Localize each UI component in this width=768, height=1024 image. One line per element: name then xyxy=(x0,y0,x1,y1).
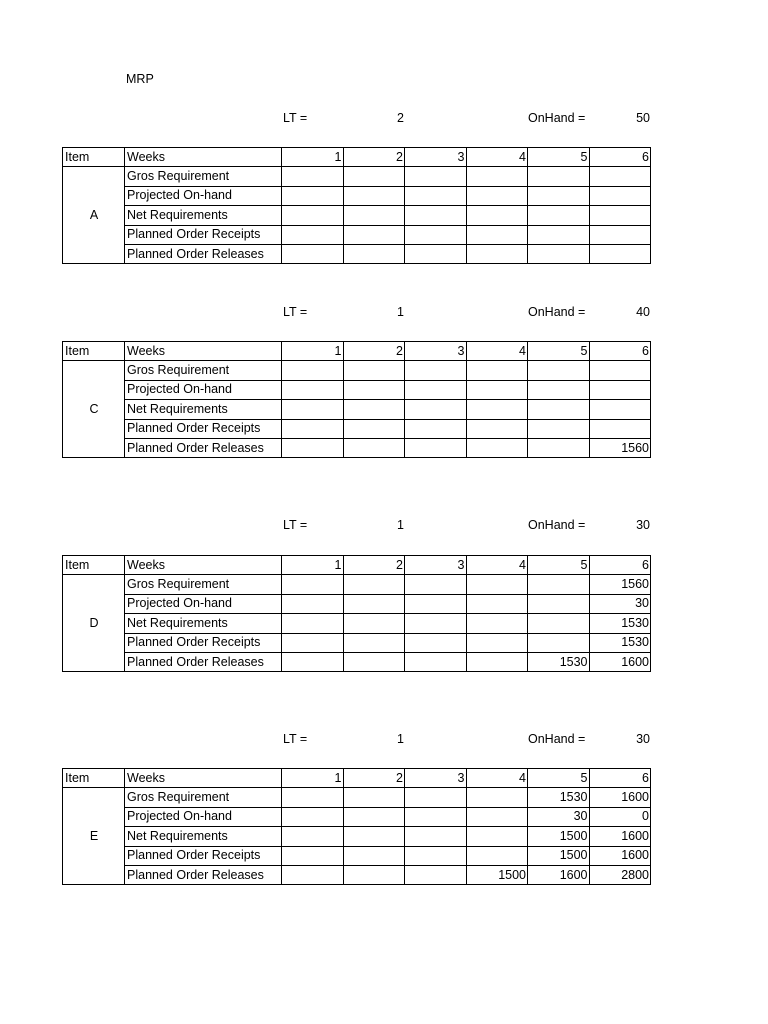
onhand-label: OnHand = xyxy=(528,111,586,125)
row-label-cell[interactable]: Net Requirements xyxy=(125,400,282,419)
weeks-header: Weeks xyxy=(125,342,282,361)
value-cell[interactable] xyxy=(282,614,344,633)
value-cell[interactable] xyxy=(405,419,467,438)
table-row xyxy=(63,167,651,186)
value-cell[interactable] xyxy=(466,594,528,613)
value-cell[interactable] xyxy=(282,807,344,826)
value-cell[interactable] xyxy=(282,788,344,807)
value-cell[interactable] xyxy=(589,419,651,438)
value-cell[interactable] xyxy=(528,225,590,244)
week-number-cell[interactable]: 4 xyxy=(466,556,528,575)
value-cell[interactable]: 0 xyxy=(589,807,651,826)
value-cell[interactable] xyxy=(282,380,344,399)
value-cell[interactable] xyxy=(589,225,651,244)
table-row xyxy=(63,846,651,865)
onhand-label: OnHand = xyxy=(528,732,586,746)
onhand-label: OnHand = xyxy=(528,305,586,319)
value-cell[interactable] xyxy=(528,244,590,263)
value-cell[interactable] xyxy=(405,206,467,225)
value-cell[interactable] xyxy=(466,575,528,594)
item-name-cell[interactable]: D xyxy=(63,575,125,672)
table-row xyxy=(63,400,651,419)
value-cell[interactable] xyxy=(405,594,467,613)
value-cell[interactable] xyxy=(282,827,344,846)
item-header: Item xyxy=(63,769,125,788)
value-cell[interactable] xyxy=(343,419,405,438)
value-cell[interactable] xyxy=(343,846,405,865)
table-row xyxy=(63,788,651,807)
week-number-cell[interactable]: 1 xyxy=(282,556,344,575)
lead-time-value: 1 xyxy=(397,305,404,319)
value-cell[interactable] xyxy=(589,167,651,186)
value-cell[interactable] xyxy=(466,614,528,633)
table-row xyxy=(63,614,651,633)
table-row xyxy=(63,807,651,826)
value-cell[interactable]: 30 xyxy=(589,594,651,613)
value-cell[interactable] xyxy=(405,652,467,671)
value-cell[interactable] xyxy=(405,827,467,846)
value-cell[interactable]: 1600 xyxy=(589,827,651,846)
value-cell[interactable] xyxy=(282,186,344,205)
week-number-cell[interactable]: 3 xyxy=(405,342,467,361)
value-cell[interactable]: 2800 xyxy=(589,865,651,884)
row-label-cell[interactable]: Gros Requirement xyxy=(125,167,282,186)
table-row xyxy=(63,865,651,884)
lead-time-value: 1 xyxy=(397,518,404,532)
value-cell[interactable] xyxy=(589,186,651,205)
value-cell[interactable] xyxy=(528,594,590,613)
value-cell[interactable] xyxy=(405,186,467,205)
value-cell[interactable] xyxy=(343,400,405,419)
value-cell[interactable]: 1530 xyxy=(528,652,590,671)
value-cell[interactable] xyxy=(343,633,405,652)
row-label-cell[interactable]: Planned Order Releases xyxy=(125,652,282,671)
onhand-value: 30 xyxy=(636,518,650,532)
week-number-cell[interactable]: 3 xyxy=(405,148,467,167)
value-cell[interactable] xyxy=(405,633,467,652)
value-cell[interactable] xyxy=(528,575,590,594)
week-number-cell[interactable]: 1 xyxy=(282,342,344,361)
table-row xyxy=(63,633,651,652)
table-header-row xyxy=(63,556,651,575)
value-cell[interactable] xyxy=(466,380,528,399)
week-number-cell[interactable]: 4 xyxy=(466,769,528,788)
value-cell[interactable] xyxy=(466,827,528,846)
value-cell[interactable] xyxy=(405,380,467,399)
value-cell[interactable] xyxy=(343,594,405,613)
lead-time-label: LT = xyxy=(283,305,308,319)
item-name-cell[interactable]: E xyxy=(63,788,125,885)
lead-time-value: 1 xyxy=(397,732,404,746)
table-row xyxy=(63,575,651,594)
value-cell[interactable] xyxy=(589,380,651,399)
table-header-row xyxy=(63,769,651,788)
row-label-cell[interactable]: Planned Order Releases xyxy=(125,244,282,263)
row-label-cell[interactable]: Planned Order Receipts xyxy=(125,225,282,244)
table-row xyxy=(63,419,651,438)
value-cell[interactable]: 1500 xyxy=(528,846,590,865)
value-cell[interactable] xyxy=(282,594,344,613)
week-number-cell[interactable]: 4 xyxy=(466,342,528,361)
mrp-table-c xyxy=(62,341,651,458)
value-cell[interactable] xyxy=(405,614,467,633)
value-cell[interactable] xyxy=(528,633,590,652)
value-cell[interactable] xyxy=(466,244,528,263)
value-cell[interactable] xyxy=(466,400,528,419)
value-cell[interactable] xyxy=(343,361,405,380)
value-cell[interactable] xyxy=(282,633,344,652)
row-label-cell[interactable]: Gros Requirement xyxy=(125,788,282,807)
week-number-cell[interactable]: 2 xyxy=(343,342,405,361)
table-row xyxy=(63,186,651,205)
value-cell[interactable]: 1560 xyxy=(589,438,651,457)
onhand-label: OnHand = xyxy=(528,518,586,532)
value-cell[interactable] xyxy=(343,614,405,633)
value-cell[interactable] xyxy=(282,400,344,419)
weeks-header: Weeks xyxy=(125,769,282,788)
week-number-cell[interactable]: 1 xyxy=(282,769,344,788)
value-cell[interactable] xyxy=(282,419,344,438)
value-cell[interactable] xyxy=(466,225,528,244)
row-label-cell[interactable]: Planned Order Receipts xyxy=(125,633,282,652)
table-row xyxy=(63,244,651,263)
table-row xyxy=(63,827,651,846)
row-label-cell[interactable]: Projected On-hand xyxy=(125,807,282,826)
value-cell[interactable] xyxy=(405,400,467,419)
table-row xyxy=(63,594,651,613)
week-number-cell[interactable]: 5 xyxy=(528,148,590,167)
value-cell[interactable] xyxy=(343,206,405,225)
onhand-value: 40 xyxy=(636,305,650,319)
value-cell[interactable] xyxy=(528,361,590,380)
table-row xyxy=(63,652,651,671)
value-cell[interactable]: 1600 xyxy=(589,652,651,671)
week-number-cell[interactable]: 4 xyxy=(466,148,528,167)
row-label-cell[interactable]: Planned Order Releases xyxy=(125,865,282,884)
value-cell[interactable] xyxy=(466,167,528,186)
value-cell[interactable] xyxy=(343,186,405,205)
value-cell[interactable] xyxy=(466,361,528,380)
row-label-cell[interactable]: Net Requirements xyxy=(125,827,282,846)
value-cell[interactable] xyxy=(405,244,467,263)
value-cell[interactable] xyxy=(405,575,467,594)
value-cell[interactable] xyxy=(466,206,528,225)
item-header: Item xyxy=(63,556,125,575)
value-cell[interactable] xyxy=(466,652,528,671)
value-cell[interactable] xyxy=(282,225,344,244)
mrp-table-d xyxy=(62,555,651,672)
value-cell[interactable] xyxy=(528,400,590,419)
week-number-cell[interactable]: 6 xyxy=(589,556,651,575)
value-cell[interactable] xyxy=(466,846,528,865)
value-cell[interactable]: 1600 xyxy=(589,788,651,807)
weeks-header: Weeks xyxy=(125,556,282,575)
week-number-cell[interactable]: 5 xyxy=(528,769,590,788)
value-cell[interactable] xyxy=(589,244,651,263)
value-cell[interactable]: 1600 xyxy=(589,846,651,865)
table-row xyxy=(63,206,651,225)
lead-time-value: 2 xyxy=(397,111,404,125)
onhand-value: 30 xyxy=(636,732,650,746)
onhand-value: 50 xyxy=(636,111,650,125)
row-label-cell[interactable]: Projected On-hand xyxy=(125,186,282,205)
value-cell[interactable]: 1600 xyxy=(528,865,590,884)
week-number-cell[interactable]: 6 xyxy=(589,342,651,361)
row-label-cell[interactable]: Projected On-hand xyxy=(125,594,282,613)
value-cell[interactable] xyxy=(528,419,590,438)
value-cell[interactable] xyxy=(528,186,590,205)
value-cell[interactable] xyxy=(343,807,405,826)
value-cell[interactable] xyxy=(405,846,467,865)
week-number-cell[interactable]: 5 xyxy=(528,342,590,361)
value-cell[interactable] xyxy=(282,206,344,225)
row-label-cell[interactable]: Gros Requirement xyxy=(125,361,282,380)
value-cell[interactable] xyxy=(528,614,590,633)
value-cell[interactable] xyxy=(282,438,344,457)
value-cell[interactable] xyxy=(405,225,467,244)
value-cell[interactable] xyxy=(466,788,528,807)
value-cell[interactable] xyxy=(589,361,651,380)
value-cell[interactable] xyxy=(528,206,590,225)
row-label-cell[interactable]: Net Requirements xyxy=(125,614,282,633)
lead-time-label: LT = xyxy=(283,111,308,125)
value-cell[interactable] xyxy=(528,380,590,399)
value-cell[interactable] xyxy=(282,865,344,884)
table-row xyxy=(63,438,651,457)
week-number-cell[interactable]: 6 xyxy=(589,769,651,788)
table-row xyxy=(63,225,651,244)
value-cell[interactable] xyxy=(282,652,344,671)
week-number-cell[interactable]: 5 xyxy=(528,556,590,575)
lead-time-label: LT = xyxy=(283,518,308,532)
value-cell[interactable]: 30 xyxy=(528,807,590,826)
page-title: MRP xyxy=(126,72,154,86)
value-cell[interactable] xyxy=(282,846,344,865)
value-cell[interactable] xyxy=(466,807,528,826)
value-cell[interactable] xyxy=(589,206,651,225)
item-name-cell[interactable]: C xyxy=(63,361,125,458)
value-cell[interactable] xyxy=(405,865,467,884)
lead-time-label: LT = xyxy=(283,732,308,746)
value-cell[interactable] xyxy=(343,167,405,186)
row-label-cell[interactable]: Planned Order Receipts xyxy=(125,419,282,438)
week-number-cell[interactable]: 3 xyxy=(405,769,467,788)
value-cell[interactable]: 1530 xyxy=(589,614,651,633)
row-label-cell[interactable]: Gros Requirement xyxy=(125,575,282,594)
mrp-table-e xyxy=(62,768,651,885)
value-cell[interactable] xyxy=(282,361,344,380)
week-number-cell[interactable]: 2 xyxy=(343,148,405,167)
value-cell[interactable] xyxy=(343,827,405,846)
value-cell[interactable] xyxy=(343,865,405,884)
item-name-cell[interactable]: A xyxy=(63,167,125,264)
value-cell[interactable] xyxy=(343,380,405,399)
value-cell[interactable] xyxy=(282,167,344,186)
value-cell[interactable]: 1500 xyxy=(528,827,590,846)
mrp-table-a xyxy=(62,147,651,264)
value-cell[interactable] xyxy=(343,652,405,671)
week-number-cell[interactable]: 6 xyxy=(589,148,651,167)
row-label-cell[interactable]: Net Requirements xyxy=(125,206,282,225)
value-cell[interactable] xyxy=(282,575,344,594)
value-cell[interactable] xyxy=(466,438,528,457)
value-cell[interactable]: 1500 xyxy=(466,865,528,884)
weeks-header: Weeks xyxy=(125,148,282,167)
value-cell[interactable] xyxy=(466,419,528,438)
value-cell[interactable] xyxy=(405,438,467,457)
value-cell[interactable] xyxy=(343,225,405,244)
value-cell[interactable] xyxy=(343,788,405,807)
row-label-cell[interactable]: Projected On-hand xyxy=(125,380,282,399)
value-cell[interactable] xyxy=(589,400,651,419)
item-header: Item xyxy=(63,342,125,361)
week-number-cell[interactable]: 3 xyxy=(405,556,467,575)
value-cell[interactable] xyxy=(466,633,528,652)
value-cell[interactable] xyxy=(282,244,344,263)
row-label-cell[interactable]: Planned Order Receipts xyxy=(125,846,282,865)
week-number-cell[interactable]: 2 xyxy=(343,769,405,788)
table-row xyxy=(63,361,651,380)
value-cell[interactable] xyxy=(466,186,528,205)
table-header-row xyxy=(63,148,651,167)
value-cell[interactable] xyxy=(528,167,590,186)
table-header-row xyxy=(63,342,651,361)
week-number-cell[interactable]: 1 xyxy=(282,148,344,167)
row-label-cell[interactable]: Planned Order Releases xyxy=(125,438,282,457)
value-cell[interactable]: 1530 xyxy=(528,788,590,807)
value-cell[interactable] xyxy=(405,361,467,380)
item-header: Item xyxy=(63,148,125,167)
value-cell[interactable]: 1530 xyxy=(589,633,651,652)
value-cell[interactable] xyxy=(343,244,405,263)
value-cell[interactable] xyxy=(343,575,405,594)
value-cell[interactable] xyxy=(343,438,405,457)
value-cell[interactable] xyxy=(405,167,467,186)
value-cell[interactable] xyxy=(528,438,590,457)
value-cell[interactable] xyxy=(405,807,467,826)
value-cell[interactable]: 1560 xyxy=(589,575,651,594)
value-cell[interactable] xyxy=(405,788,467,807)
week-number-cell[interactable]: 2 xyxy=(343,556,405,575)
table-row xyxy=(63,380,651,399)
